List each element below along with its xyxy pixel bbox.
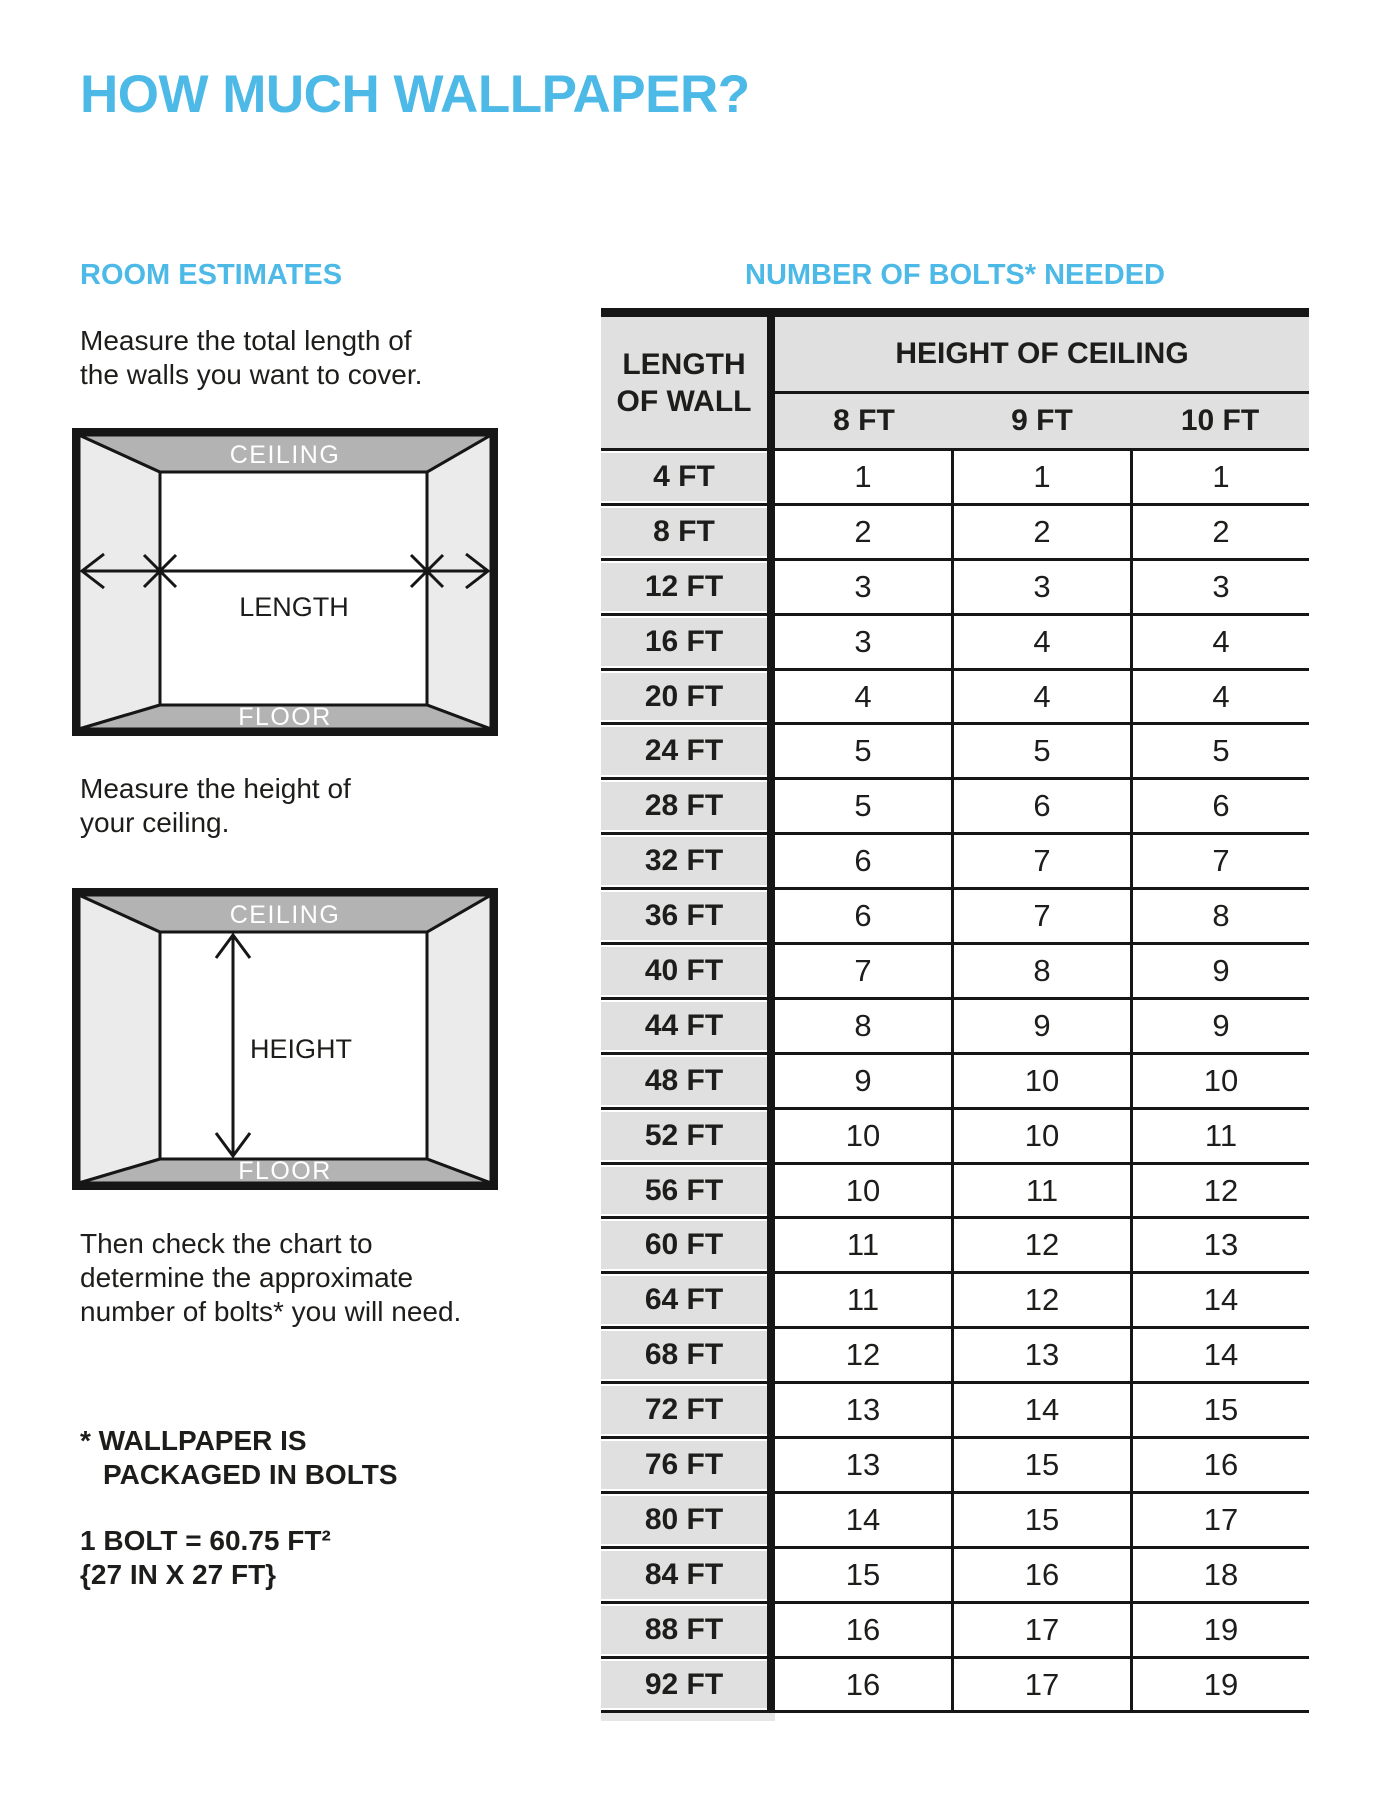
bolts-table — [601, 308, 1309, 1721]
row-header-cell — [601, 451, 775, 503]
bolt-count-cell: 13 — [1130, 1219, 1309, 1271]
wall-length-label: 56 FT — [601, 1167, 767, 1215]
bolt-count-cell: 8 — [951, 945, 1130, 997]
bolt-count-cell: 11 — [775, 1219, 951, 1271]
page-title: HOW MUCH WALLPAPER? — [80, 65, 750, 124]
bolt-count-cell: 17 — [951, 1659, 1130, 1711]
bolt-spec-line2: {27 IN X 27 FT} — [80, 1559, 277, 1590]
left-wall-shape — [79, 895, 160, 1183]
row-header-cell — [601, 1439, 775, 1491]
table-row — [601, 887, 1309, 942]
wall-length-label: 40 FT — [601, 947, 767, 995]
col-header-9ft: 9 FT — [1011, 404, 1073, 437]
bolt-count-cell: 6 — [775, 890, 951, 942]
bolt-count-cell: 2 — [951, 506, 1130, 558]
bolt-count-cell: 5 — [951, 725, 1130, 777]
wall-length-label: 48 FT — [601, 1057, 767, 1105]
table-row — [601, 503, 1309, 558]
wall-length-label: 8 FT — [601, 508, 767, 556]
row-header-cell — [601, 835, 775, 887]
wall-length-label: 88 FT — [601, 1606, 767, 1654]
row-header-cell — [601, 1659, 775, 1711]
step3-text — [80, 1227, 461, 1329]
row-header-cell — [601, 725, 775, 777]
row-header-cell — [601, 671, 775, 723]
wall-length-label: 36 FT — [601, 892, 767, 940]
row-header-cell — [601, 1274, 775, 1326]
step2-line1: Measure the height of — [80, 773, 351, 804]
wall-length-label: 72 FT — [601, 1386, 767, 1434]
step1-text — [80, 324, 422, 392]
table-row — [601, 1436, 1309, 1491]
bolt-count-cell: 5 — [1130, 725, 1309, 777]
bolt-count-cell: 6 — [1130, 780, 1309, 832]
table-row — [601, 1326, 1309, 1381]
bolt-count-cell: 4 — [951, 616, 1130, 668]
bolt-count-cell: 12 — [775, 1329, 951, 1381]
bolts-needed-heading: NUMBER OF BOLTS* NEEDED — [745, 259, 1165, 291]
table-row — [601, 1491, 1309, 1546]
row-header-cell — [601, 1384, 775, 1436]
table-row — [601, 1271, 1309, 1326]
table-top-border — [601, 308, 1309, 317]
row-header-cell — [601, 1165, 775, 1217]
length-label: LENGTH — [239, 592, 349, 622]
wall-length-label: 84 FT — [601, 1551, 767, 1599]
table-row — [601, 613, 1309, 668]
bolt-count-cell: 5 — [775, 725, 951, 777]
step2-text — [80, 772, 351, 840]
bolt-count-cell: 10 — [775, 1110, 951, 1162]
bolt-count-cell: 3 — [775, 616, 951, 668]
bolt-count-cell: 7 — [951, 890, 1130, 942]
wall-length-label: 44 FT — [601, 1002, 767, 1050]
wall-length-label: 16 FT — [601, 618, 767, 666]
bolt-count-cell: 16 — [951, 1549, 1130, 1601]
bolt-count-cell: 17 — [951, 1604, 1130, 1656]
table-tail-strip — [601, 1713, 775, 1721]
wall-length-label: 92 FT — [601, 1661, 767, 1709]
bolt-count-cell: 16 — [775, 1604, 951, 1656]
bolt-spec-line1: 1 BOLT = 60.75 FT² — [80, 1525, 331, 1556]
table-row — [601, 1162, 1309, 1217]
bolt-count-cell: 14 — [951, 1384, 1130, 1436]
step1-line2: the walls you want to cover. — [80, 359, 423, 390]
bolt-count-cell: 19 — [1130, 1604, 1309, 1656]
bolt-count-cell: 10 — [951, 1110, 1130, 1162]
row-header-cell — [601, 1604, 775, 1656]
row-header-cell — [601, 890, 775, 942]
height-label: HEIGHT — [250, 1034, 353, 1064]
bolt-count-cell: 19 — [1130, 1659, 1309, 1711]
table-row — [601, 1052, 1309, 1107]
table-row — [601, 777, 1309, 832]
bolt-count-cell: 5 — [775, 780, 951, 832]
step1-line1: Measure the total length of — [80, 325, 412, 356]
row-header-cell — [601, 1549, 775, 1601]
wall-length-label: 64 FT — [601, 1276, 767, 1324]
step3-line1: Then check the chart to — [80, 1228, 373, 1259]
bolt-count-cell: 13 — [775, 1439, 951, 1491]
bolt-count-cell: 6 — [775, 835, 951, 887]
bolt-count-cell: 14 — [1130, 1274, 1309, 1326]
table-row — [601, 722, 1309, 777]
bolt-count-cell: 12 — [1130, 1165, 1309, 1217]
table-row — [601, 832, 1309, 887]
wall-length-label: 76 FT — [601, 1441, 767, 1489]
bolt-count-cell: 1 — [1130, 451, 1309, 503]
bolt-count-cell: 13 — [951, 1329, 1130, 1381]
table-row — [601, 1107, 1309, 1162]
bolt-count-cell: 1 — [775, 451, 951, 503]
bolt-count-cell: 14 — [775, 1494, 951, 1546]
table-row — [601, 1216, 1309, 1271]
bolt-count-cell: 14 — [1130, 1329, 1309, 1381]
wall-length-label: 12 FT — [601, 563, 767, 611]
row-header-cell — [601, 1329, 775, 1381]
row-header-cell — [601, 780, 775, 832]
bolt-count-cell: 4 — [1130, 616, 1309, 668]
bolt-spec — [80, 1524, 331, 1592]
table-row — [601, 558, 1309, 613]
bolt-count-cell: 8 — [775, 1000, 951, 1052]
bolt-count-cell: 10 — [1130, 1055, 1309, 1107]
table-row — [601, 1656, 1309, 1711]
bolt-count-cell: 10 — [951, 1055, 1130, 1107]
footnote-line2: PACKAGED IN BOLTS — [103, 1459, 398, 1490]
row-header-cell — [601, 945, 775, 997]
wall-length-label: 4 FT — [601, 453, 767, 501]
corner-header-line1: LENGTH — [622, 347, 746, 381]
bolt-count-cell: 7 — [775, 945, 951, 997]
bolt-count-cell: 9 — [1130, 1000, 1309, 1052]
wall-length-label: 80 FT — [601, 1496, 767, 1544]
step3-line3: number of bolts* you will need. — [80, 1296, 462, 1327]
corner-header-line2: OF WALL — [616, 384, 752, 418]
group-header-cell: HEIGHT OF CEILING — [775, 317, 1309, 394]
wall-length-label: 52 FT — [601, 1112, 767, 1160]
bolts-footnote — [80, 1424, 398, 1492]
back-wall-shape — [160, 472, 427, 705]
floor-label: FLOOR — [238, 1157, 332, 1185]
row-header-cell — [601, 561, 775, 613]
bolt-count-cell: 17 — [1130, 1494, 1309, 1546]
row-header-cell — [601, 1110, 775, 1162]
bolt-count-cell: 2 — [1130, 506, 1309, 558]
table-row — [601, 1601, 1309, 1656]
bolt-count-cell: 3 — [775, 561, 951, 613]
bolt-count-cell: 12 — [951, 1274, 1130, 1326]
room-length-diagram — [72, 428, 498, 736]
right-wall-shape — [427, 895, 491, 1183]
bolt-count-cell: 9 — [775, 1055, 951, 1107]
wall-length-label: 24 FT — [601, 727, 767, 775]
ceiling-height-diagram — [72, 888, 498, 1190]
bolt-count-cell: 7 — [1130, 835, 1309, 887]
wall-length-label: 32 FT — [601, 837, 767, 885]
bolts-table-body — [601, 448, 1309, 1713]
bolt-count-cell: 9 — [951, 1000, 1130, 1052]
floor-label: FLOOR — [238, 703, 332, 731]
row-header-cell — [601, 1055, 775, 1107]
bolt-count-cell: 3 — [1130, 561, 1309, 613]
bolt-count-cell: 11 — [1130, 1110, 1309, 1162]
step3-line2: determine the approximate — [80, 1262, 414, 1293]
bolt-count-cell: 15 — [951, 1439, 1130, 1491]
wall-length-label: 60 FT — [601, 1221, 767, 1269]
room-estimates-heading: ROOM ESTIMATES — [80, 259, 343, 291]
table-row — [601, 448, 1309, 503]
column-headers-row — [775, 394, 1309, 448]
row-header-cell — [601, 1000, 775, 1052]
table-row — [601, 942, 1309, 997]
bolt-count-cell: 4 — [951, 671, 1130, 723]
bolt-count-cell: 3 — [951, 561, 1130, 613]
row-header-cell — [601, 1494, 775, 1546]
bolt-count-cell: 2 — [775, 506, 951, 558]
col-header-10ft: 10 FT — [1180, 404, 1260, 437]
table-row — [601, 1381, 1309, 1436]
bolt-count-cell: 1 — [951, 451, 1130, 503]
col-header-8ft: 8 FT — [833, 404, 895, 437]
ceiling-label: CEILING — [229, 901, 341, 929]
bolt-count-cell: 15 — [1130, 1384, 1309, 1436]
bolt-count-cell: 8 — [1130, 890, 1309, 942]
ceiling-label: CEILING — [229, 441, 341, 469]
bolt-count-cell: 13 — [775, 1384, 951, 1436]
bolt-count-cell: 16 — [1130, 1439, 1309, 1491]
corner-header-cell — [601, 317, 775, 448]
table-header-right — [775, 317, 1309, 448]
bolt-count-cell: 7 — [951, 835, 1130, 887]
bolt-count-cell: 15 — [775, 1549, 951, 1601]
table-row — [601, 997, 1309, 1052]
bolt-count-cell: 9 — [1130, 945, 1309, 997]
row-header-cell — [601, 506, 775, 558]
bolt-count-cell: 18 — [1130, 1549, 1309, 1601]
row-header-cell — [601, 1219, 775, 1271]
row-header-cell — [601, 616, 775, 668]
bolt-count-cell: 11 — [951, 1165, 1130, 1217]
bolt-count-cell: 16 — [775, 1659, 951, 1711]
table-header — [601, 317, 1309, 448]
bolt-count-cell: 6 — [951, 780, 1130, 832]
bolt-count-cell: 11 — [775, 1274, 951, 1326]
wall-length-label: 68 FT — [601, 1331, 767, 1379]
wall-length-label: 20 FT — [601, 673, 767, 721]
bolt-count-cell: 15 — [951, 1494, 1130, 1546]
wall-length-label: 28 FT — [601, 782, 767, 830]
bolt-count-cell: 4 — [775, 671, 951, 723]
bolt-count-cell: 4 — [1130, 671, 1309, 723]
bolt-count-cell: 10 — [775, 1165, 951, 1217]
step2-line2: your ceiling. — [80, 807, 230, 838]
footnote-line1: * WALLPAPER IS — [80, 1425, 307, 1456]
table-row — [601, 668, 1309, 723]
bolt-count-cell: 12 — [951, 1219, 1130, 1271]
table-row — [601, 1546, 1309, 1601]
